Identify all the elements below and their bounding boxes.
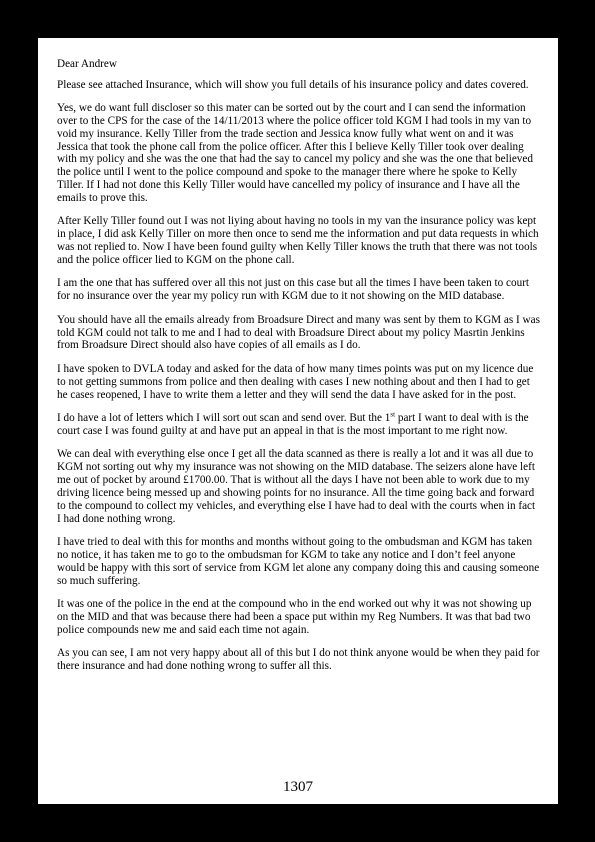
paragraph-ombudsman: I have tried to deal with this for months and months without going to the ombudsman and KGM has taken no notice, it has taken me to go to the ombudsman for KGM to take any notice and I don’t feel anyone would be happy with this sort of service from KGM let alone any company doing this and causing someone so much suffering. bbox=[57, 535, 540, 587]
page-number: 1307 bbox=[283, 779, 313, 795]
letters-text-before: I do have a lot of letters which I will sort out scan and send over. But the 1 bbox=[57, 411, 391, 424]
document-page bbox=[38, 38, 558, 804]
paragraph-police-compound: It was one of the police in the end at the compound who in the end worked out why it was not showing up on the MID and that was because there had been a space put within my Reg Numbers. It was that bad two police compounds new me and said each time not again. bbox=[57, 597, 532, 636]
paragraph-closing: As you can see, I am not very happy about all of this but I do not think anyone would be when they paid for there insurance and had done nothing wrong to suffer all this. bbox=[57, 647, 540, 672]
letters-text-after: part I want to deal with is the court case I was found guilty at and have put an appeal in that is the most important to me right now. bbox=[57, 411, 529, 437]
paragraph-full-disclosure: Yes, we do want full discloser so this mater can be sorted out by the court and I can send the information over to the CPS for the case of the 14/11/2013 where the police officer told KGM I had tools in my van to void my insurance. Kelly Tiller from the trade section and Jessica know fully what went on and it was Jessica that took the phone call from the police officer. After this I believe Kelly Tiller took over dealing with my policy and she was the one that had the say to cancel my policy and she was the one that believed the police until I went to the police compound and spoke to the manager there where he spoke to Kelly Tiller. If I had not done this Kelly Tiller would have cancelled my policy of insurance and I have all the emails to prove this. bbox=[57, 101, 533, 205]
salutation: Dear Andrew bbox=[57, 58, 117, 70]
ordinal-superscript: st bbox=[390, 410, 396, 419]
paragraph-emails-broadsure: You should have all the emails already from Broadsure Direct and many was sent by them to KGM as I was told KGM could not talk to me and I had to deal with Broadsure Direct about my policy Masrtin Jenkins from Broadsure Direct should also have copies of all emails as I do. bbox=[57, 313, 540, 352]
paragraph-suffered: I am the one that has suffered over all this not just on this case but all the times I have been taken to court for no insurance over the year my policy run with KGM due to it not showing on the MID database. bbox=[57, 277, 530, 303]
paragraph-insurance-attached: Please see attached Insurance, which will show you full details of his insurance policy and dates covered. bbox=[57, 78, 529, 91]
paragraph-data-scanned: We can deal with everything else once I get all the data scanned as there is really a lot and it was all due to KGM not sorting out why my insurance was not showing on the MID database. The seizers alone have left me out of pocket by around £1700.00. That is without all the days I have not been able to work due to my driving licence being messed up and showing points for no insurance. All the time going back and forward to the compound to collect my vehicles, and everything else I have had to deal with the courts when in fact I had done nothing wrong. bbox=[57, 448, 536, 525]
paragraph-letters bbox=[57, 412, 540, 438]
paragraph-dvla: I have spoken to DVLA today and asked for the data of how many times points was put on my licence due to not getting summons from police and then dealing with cases I new nothing about and then I had to get he cases reopened, I have to write them a letter and they will send the data I have asked for in the post. bbox=[57, 362, 534, 401]
paragraph-policy-kept: After Kelly Tiller found out I was not liying about having no tools in my van the insurance policy was kept in place, I did ask Kelly Tiller on more then once to send me the information and put data requests in which was not replied to. Now I have been found guilty when Kelly Tiller knows the truth that there was not tools and the police officer lied to KGM on the phone call. bbox=[57, 215, 539, 267]
